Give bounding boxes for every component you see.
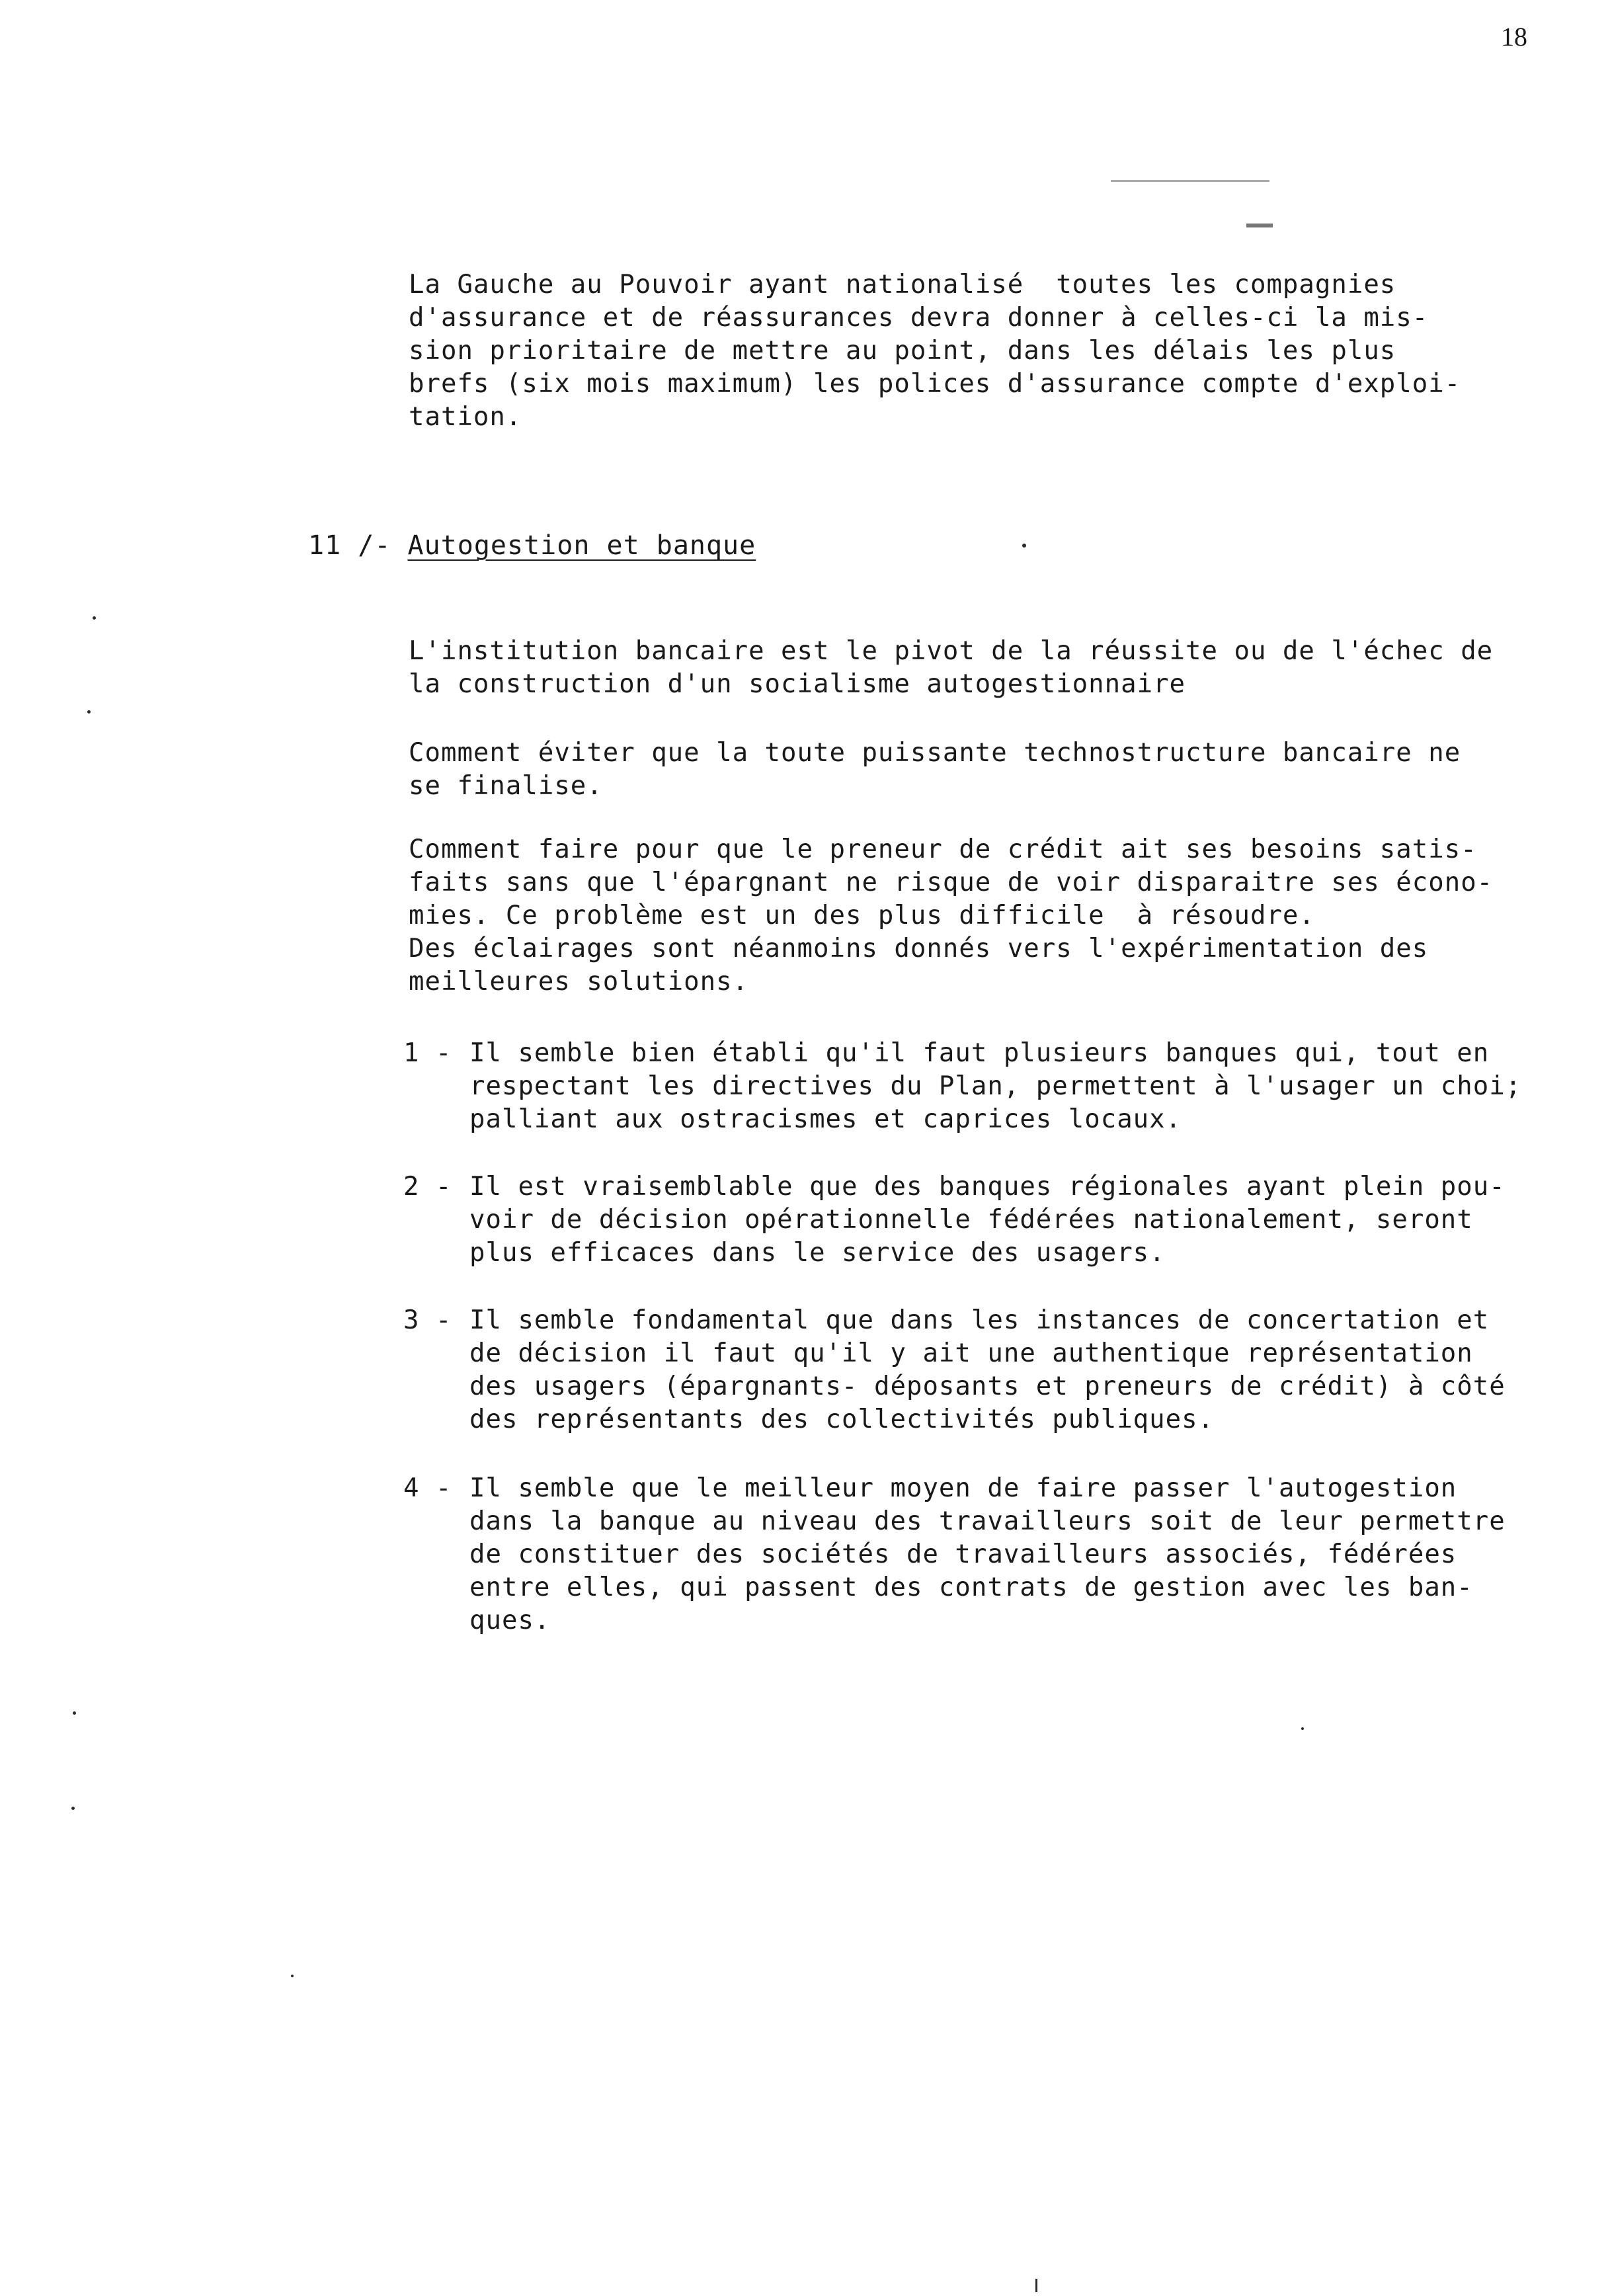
scan-artifact [1246,224,1273,227]
section-title: Autogestion et banque [407,530,756,561]
text-line: de décision il faut qu'il y ait une authentique représentation [469,1338,1473,1368]
text-line: de constituer des sociétés de travailleurs associés, fédérées [469,1539,1457,1569]
list-item-text [469,1472,1567,1637]
text-line: sion prioritaire de mettre au point, dans les délais les plus [409,336,1396,366]
text-line: voir de décision opérationnelle fédérées nationalement, seront [469,1205,1473,1235]
scan-speck [87,710,91,714]
scan-artifact [1111,180,1269,182]
text-line: Il est vraisemblable que des banques régionales ayant plein pou- [469,1172,1506,1202]
text-line: brefs (six mois maximum) les polices d'assurance compte d'exploi- [409,369,1461,399]
text-line: palliant aux ostracismes et caprices locaux. [469,1104,1182,1134]
text-line: ques. [469,1606,551,1635]
text-line: Des éclairages sont néanmoins donnés vers l'expérimentation des [409,934,1429,964]
scan-speck [93,616,96,620]
text-line: respectant les directives du Plan, permettent à l'usager un choi; [469,1071,1522,1101]
scan-speck [291,1975,294,1977]
page-number: 18 [1501,22,1527,52]
paragraph [409,635,1493,701]
scan-speck [71,1807,75,1810]
text-line: L'institution bancaire est le pivot de la réussite ou de l'échec de [409,636,1494,666]
text-line: dans la banque au niveau des travailleurs soit de leur permettre [469,1506,1506,1536]
text-line: plus efficaces dans le service des usagers. [469,1238,1166,1268]
text-line: Il semble que le meilleur moyen de faire passer l'autogestion [469,1473,1457,1503]
section-heading [308,529,756,562]
text-line: meilleures solutions. [409,967,749,997]
text-line: se finalise. [409,771,603,801]
list-item-text [469,1037,1567,1136]
text-line: la construction d'un socialisme autogestionnaire [409,669,1186,699]
text-line: Comment faire pour que le preneur de crédit ait ses besoins satis- [409,835,1477,864]
text-line: tation. [409,402,522,432]
text-line: des usagers (épargnants- déposants et preneurs de crédit) à côté [469,1372,1506,1401]
text-line: mies. Ce problème est un des plus difficile à résoudre. [409,901,1315,930]
text-line: Il semble fondamental que dans les instances de concertation et [469,1305,1490,1335]
list-item-number: 3 - [403,1305,452,1335]
text-line: faits sans que l'épargnant ne risque de voir disparaitre ses écono- [409,868,1494,897]
list-item-text [469,1170,1567,1270]
paragraph [409,737,1461,803]
scan-speck [1301,1727,1304,1730]
scan-speck [1035,2279,1037,2292]
list-item-number: 1 - [403,1038,452,1068]
intro-paragraph [409,268,1461,434]
paragraph [409,833,1493,999]
text-line: Comment éviter que la toute puissante technostructure bancaire ne [409,738,1461,768]
list-item-number: 4 - [403,1473,452,1503]
scan-speck [73,1711,76,1715]
scan-speck [1022,544,1026,548]
list-item-text [469,1304,1567,1436]
text-line: d'assurance et de réassurances devra donner à celles-ci la mis- [409,303,1429,333]
text-line: des représentants des collectivités publiques. [469,1405,1215,1434]
list-item-number: 2 - [403,1172,452,1202]
text-line: entre elles, qui passent des contrats de gestion avec les ban- [469,1573,1473,1602]
text-line: Il semble bien établi qu'il faut plusieurs banques qui, tout en [469,1038,1490,1068]
text-line: La Gauche au Pouvoir ayant nationalisé toutes les compagnies [409,270,1396,300]
section-number: 11 /- [308,530,408,561]
